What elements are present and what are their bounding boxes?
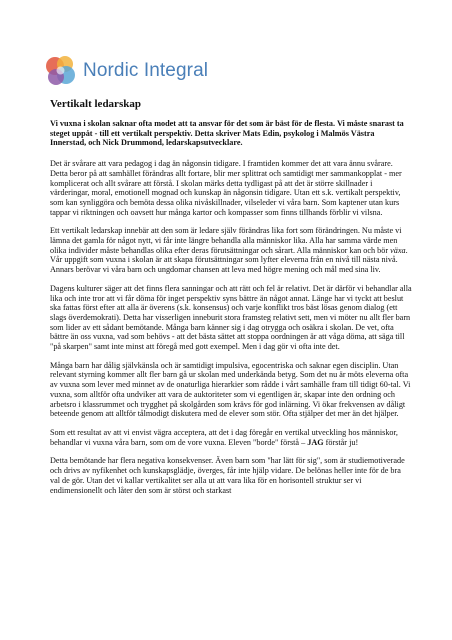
- paragraph-5-part-b: förstår ju!: [323, 437, 359, 447]
- paragraph-2-emphasis: växa: [390, 245, 406, 255]
- paragraph-5: [50, 428, 412, 447]
- article-title: Vertikalt ledarskap: [50, 98, 141, 110]
- paragraph-6: Detta bemötande har flera negativa konsekvenser. Även barn som "har lätt för sig", som är studiemotiverade och drivs av nyfikenhet och kunskapsglädje, överges, får inte hjälp vidare. De belönas heller inte för de bra val de gör. Utan det vi kallar vertikalitet ser alla ut att vara lika för en horisontell struktur ser vi endimensionellt och låter den som är störst och starkast: [50, 456, 405, 495]
- article-lead: Vi vuxna i skolan saknar ofta modet att ta ansvar för det som är bäst för de flesta. Vi måste snarast ta steget uppåt - till ett vertikalt perspektiv. Detta skriver Mats Edin, psykolog i Malmös Västra Innerstad, och Nick Drummond, ledarskapsutvecklare.: [50, 119, 404, 148]
- nordic-integral-logo-icon: [44, 54, 78, 88]
- paragraph-5-part-a: Som ett resultat av att vi envist vägra acceptera, att det i dag föregår en vertikal utveckling hos människor, behandlar vi vuxna våra barn, som om de vore vuxna. Eleven "borde" förstå –: [50, 427, 398, 447]
- logo: [44, 54, 208, 88]
- paragraph-5-strong: JAG: [307, 437, 324, 447]
- paragraph-3: Dagens kulturer säger att det finns flera sanningar och att rätt och fel är relativt. Det är därför vi behandlar alla lika och inte tror att vi får döma för inget perspektiv syns bättre än något annat. Länge har vi tyckt att beslut ska fattas först efter att alla är överens (s.k. konsensus) och varje konflikt tros bäst lösas genom dialog (ett slags överdemokrati). Detta har visserligen inneburit stora framsteg relativt sett, men vi möter nu allt fler barn som lider av ett sådant bemötande. Många barn känner sig i dag otrygga och osäkra i skolan. De vet, ofta bättre än oss vuxna, vad som behövs - att det bästa sättet att stoppa oordningen är att våga döma, att säga till "på skarpen" samt inte minst att föregå med gott exempel. Men i dag gör vi ofta inte det.: [50, 283, 412, 352]
- paragraph-2-part-b: . Vår uppgift som vuxna i skolan är att skapa förutsättningar som lyfter eleverna från en nivå till nästa nivå. Annars berövar vi våra barn och ungdomar chansen att leva med högre mening och mål med sina liv.: [50, 245, 408, 275]
- paragraph-4: Många barn har dålig självkänsla och är samtidigt impulsiva, egocentriska och saknar egen disciplin. Utan relevant styrning kommer allt fler barn gå ur skolan med underkända betyg. Som det nu är möts eleverna ofta av vuxna som lever med minnet av de onaturliga hierarkier som rådde i vårt samhälle fram till tidigt 60-tal. Vi vuxna, som alltför ofta undviker att vara de auktoriteter som vi egentligen är, skapar inte den ordning och arbetsro i klassrummet och trygghet på skolgården som krävs för god inlärning. Vi ökar frekvensen av dåligt beteende genom att alltför tålmodigt diskutera med de elever som stör. Ofta stjälper det mer än det hjälper.: [50, 360, 411, 419]
- article: [50, 98, 412, 495]
- paragraph-2: [50, 226, 412, 275]
- paragraph-2-part-a: Ett vertikalt ledarskap innebär att den som är ledare själv förändras lika fort som förändringen. Nu måste vi lämna det gamla för något nytt, vi får inte längre behandla alla människor lika. Alla har samma värde men olika individer måste behandlas olika efter deras förutsättningar och sårart. Alla människor kan och bör: [50, 226, 402, 255]
- paragraph-1: Det är svårare att vara pedagog i dag än någonsin tidigare. I framtiden kommer det att vara ännu svårare. Detta beror på att samhället förändras allt fortare, blir mer splittrat och samtidigt mer sammankopplat - mer komplicerat och allt svårare att förstå. I skolan märks detta tydligast på att det är större skillnader i värderingar, moral, emotionell mognad och kunskap än någonsin tidigare. Utan ett s.k. vertikalt perspektiv, som kan synliggöra och bemöta dessa olika nivåskillnader, vilseleder vi våra barn. Som kaptener utan kurs tappar vi riktningen och oavsett hur många kartor och kompasser som finns tillhands förblir vi vilsna.: [50, 159, 402, 217]
- brand-name: Nordic Integral: [83, 60, 209, 81]
